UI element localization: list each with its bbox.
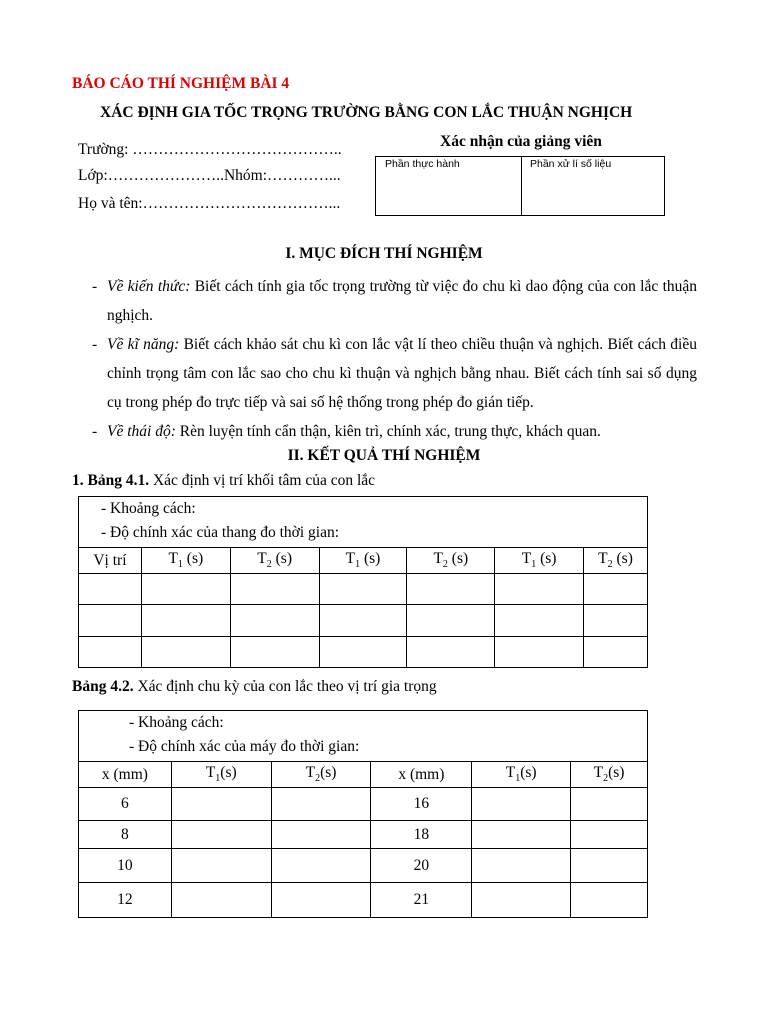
table-cell[interactable] [271, 849, 371, 883]
table-cell[interactable] [571, 788, 648, 821]
table-row [79, 821, 648, 849]
table-4-2 [78, 710, 648, 918]
x-value-cell: 10 [79, 849, 172, 883]
section-2-heading: II. KẾT QUẢ THÍ NGHIỆM [287, 447, 481, 464]
class-group-field: Lớp:…………………..Nhóm:…………... [78, 167, 341, 184]
table-row [79, 788, 648, 821]
col-header-t1: $T_1$ (s) [495, 548, 584, 574]
table-row [79, 637, 648, 668]
table-cell[interactable] [571, 821, 648, 849]
table-cell[interactable] [171, 849, 271, 883]
table-cell[interactable] [472, 849, 571, 883]
col-header-x: x (mm) [79, 762, 172, 788]
table-cell[interactable] [271, 788, 371, 821]
table-cell[interactable] [571, 883, 648, 918]
table-1-caption [72, 471, 375, 491]
table-2-caption-number: Bảng 4.2. [72, 678, 134, 695]
table-cell[interactable] [230, 605, 319, 637]
table-cell[interactable] [141, 605, 230, 637]
col-header-t2: $T_2$ (s) [407, 548, 495, 574]
table-row [79, 574, 648, 605]
table-cell[interactable] [171, 883, 271, 918]
table-row [79, 883, 648, 918]
table-1-distance-note: - Khoảng cách: [101, 500, 196, 517]
approval-divider [521, 157, 522, 215]
col-header-t2: $T_2(s)$ [271, 762, 371, 788]
approval-practice-label: Phần thực hành [385, 158, 460, 170]
table-cell[interactable] [472, 821, 571, 849]
table-4-1 [78, 496, 648, 668]
bullet-dash: - [92, 278, 98, 295]
objective-label: Về kĩ năng: [107, 336, 180, 353]
table-cell[interactable] [171, 788, 271, 821]
table-cell[interactable] [495, 637, 584, 668]
school-field: Trường: ………………………………….. [78, 141, 342, 158]
table-row [79, 605, 648, 637]
table-cell[interactable] [271, 883, 371, 918]
x-value-cell: 8 [79, 821, 172, 849]
col-header-x: x (mm) [371, 762, 472, 788]
table-cell[interactable] [571, 849, 648, 883]
x-value-cell: 20 [371, 849, 472, 883]
col-header-t2: $T_2$ (s) [230, 548, 319, 574]
table-cell[interactable] [584, 637, 648, 668]
col-header-t1: $T_1$ (s) [319, 548, 407, 574]
x-value-cell: 6 [79, 788, 172, 821]
table-cell[interactable] [584, 574, 648, 605]
table-cell[interactable] [407, 637, 495, 668]
x-value-cell: 12 [79, 883, 172, 918]
table-cell[interactable] [407, 574, 495, 605]
table-2-caption [72, 677, 437, 697]
col-header-t1: $T_1(s)$ [472, 762, 571, 788]
table-2-precision-note: - Độ chính xác của máy đo thời gian: [129, 738, 360, 755]
col-header-t2: $T_2$ (s) [584, 548, 648, 574]
table-2-caption-text: Xác định chu kỳ của con lắc theo vị trí gia trọng [133, 678, 437, 695]
table-cell[interactable] [79, 637, 142, 668]
objective-label: Về kiến thức: [107, 278, 191, 295]
table-1-notes [79, 497, 648, 548]
experiment-subtitle: XÁC ĐỊNH GIA TỐC TRỌNG TRƯỜNG BẰNG CON LẮC THUẬN NGHỊCH [100, 104, 633, 121]
bullet-dash: - [92, 423, 98, 440]
section-1-heading: I. MỤC ĐÍCH THÍ NGHIỆM [285, 245, 483, 262]
x-value-cell: 16 [371, 788, 472, 821]
table-cell[interactable] [171, 821, 271, 849]
objective-text: Biết cách tính gia tốc trọng trường từ việc đo chu kì dao động của con lắc thuận nghịch. [107, 278, 697, 324]
table-cell[interactable] [472, 788, 571, 821]
table-cell[interactable] [79, 605, 142, 637]
table-2-distance-note: - Khoảng cách: [129, 714, 224, 731]
student-name-field: Họ và tên:………………………………... [78, 195, 341, 212]
table-header-row [79, 548, 648, 574]
approval-data-label: Phần xử lí số liệu [530, 158, 612, 170]
table-cell[interactable] [319, 637, 407, 668]
table-2-notes [79, 711, 648, 762]
table-cell[interactable] [495, 605, 584, 637]
table-cell[interactable] [584, 605, 648, 637]
table-cell[interactable] [230, 637, 319, 668]
objective-attitude [107, 417, 697, 446]
objective-knowledge [107, 272, 697, 330]
bullet-dash: - [92, 336, 98, 353]
table-1-caption-text: Xác định vị trí khối tâm của con lắc [149, 472, 376, 489]
objective-skills [107, 330, 697, 417]
col-header-t1: $T_1(s)$ [171, 762, 271, 788]
approval-title: Xác nhận của giảng viên [440, 133, 602, 150]
x-value-cell: 21 [371, 883, 472, 918]
col-header-position: Vị trí [79, 548, 142, 574]
table-cell[interactable] [495, 574, 584, 605]
table-cell[interactable] [472, 883, 571, 918]
table-cell[interactable] [79, 574, 142, 605]
objective-text: Rèn luyện tính cẩn thận, kiên trì, chính xác, trung thực, khách quan. [175, 423, 601, 440]
report-title: BÁO CÁO THÍ NGHIỆM BÀI 4 [72, 75, 290, 92]
table-cell[interactable] [271, 821, 371, 849]
table-cell[interactable] [319, 574, 407, 605]
approval-box [375, 156, 665, 216]
x-value-cell: 18 [371, 821, 472, 849]
table-cell[interactable] [230, 574, 319, 605]
col-header-t2: $T_2(s)$ [571, 762, 648, 788]
table-row [79, 849, 648, 883]
col-header-t1: $T_1$ (s) [141, 548, 230, 574]
objective-text: Biết cách khảo sát chu kì con lắc vật lí theo chiều thuận và nghịch. Biết cách điều chỉnh trọng tâm con lắc sao cho chu kì thuận và nghịch bằng nhau. Biết cách tính sai số dụng cụ trong phép đo trực tiếp và sai số hệ thống trong phép đo gián tiếp. [107, 336, 697, 411]
table-cell[interactable] [407, 605, 495, 637]
table-cell[interactable] [141, 574, 230, 605]
objective-label: Về thái độ: [107, 423, 176, 440]
table-1-caption-number: 1. Bảng 4.1. [72, 472, 150, 489]
table-cell[interactable] [141, 637, 230, 668]
table-1-precision-note: - Độ chính xác của thang đo thời gian: [101, 524, 340, 541]
table-cell[interactable] [319, 605, 407, 637]
table-header-row [79, 762, 648, 788]
